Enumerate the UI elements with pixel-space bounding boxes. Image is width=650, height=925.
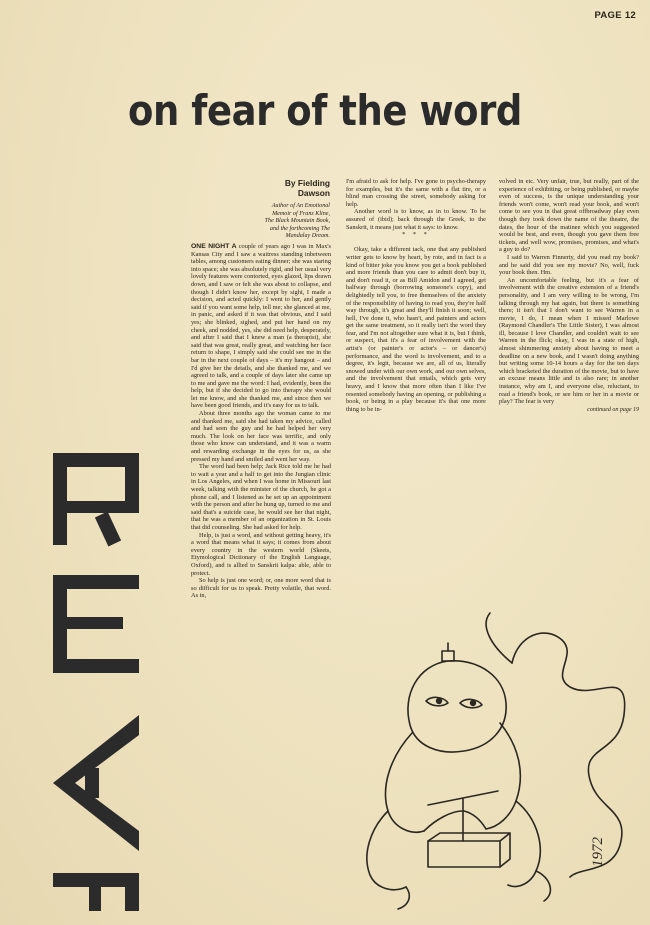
paragraph-text: couple of years ago I was in Max's Kansas City and I saw a waitress standing inbetween tables, among customers eating dinner; she was staring into space; she was absolutely rigid, and her usual very lovely features were contorted, eyes glazed, lips drawn down, and I saw or felt she was about to collapse, and though I didn't know her, except by sight, I made a decision, and acted quickly: I went to her, and gently said if you want some help, tell me; she glanced at me, in panic, and asked if it was that obvious, and I said yes; she blinked, sighed, and put her hand on my cheek, and nodded, yes, she did need help, desperately, and after I said that I knew a man (a therapist), she said that was great, really great, and watching her face return to shape, I simply said she could see me in the bar in the next couple of days – it's my hangout – and I'd give her the details, and she thanked me, and we agreed to talk, and a couple of days later she came up to me and gave me the word: I had, evidently, been the help, but if she decided to go into therapy she would let me know, and she thanked me, and since then we have been good friends, and it's easy for us to talk. xyxy=(191,243,331,410)
paragraph: I'm afraid to ask for help. I've gone to psycho-therapy for examples, but it's the same with a flat tire, or a blind man crossing the street, somebody asking for help. xyxy=(346,178,486,208)
bio-line: Author of An Emotional xyxy=(271,203,330,209)
fuse-wire xyxy=(512,633,625,877)
article-column-3 xyxy=(499,178,639,623)
article-column-1 xyxy=(191,243,331,903)
paragraph: The word had been help; Jack Rice told me he had to wait a year and a half to get into the Jungian clinic in Los Angeles, and when I was home in Missouri last week, talking with the minister of the church, he got a phone call, and I listened as he set up an appointment with the person and after he hung up, turned to me and said that's a suicide case, he would see her that night, that he was a member of an organization in St. Louis that did counseling. She had asked for help. xyxy=(191,463,331,531)
bio-line: and the forthcoming The xyxy=(269,225,330,232)
author-bio xyxy=(190,203,330,241)
paragraph: I said to Warren Finnerty, did you read my book? and he said did you see my movie? No, well, fuck your book then. Hm. xyxy=(499,253,639,277)
paragraph: Okay, take a different tack, one that any published writer gets to know by heart, by rote, and in fact is a kind of bitter joke you know you get a book published and more friends than you care to admit don't buy it, and don't read it, or as Bill Amidon and I agreed, get halfway through (borrowing someone's copy), and delightedly tell you, to free themselves of the anxiety of the responsibility of having to read you, they're half way through, it's great and they'll finish it soon; well, hell, I've done it, who hasn't, and painters and actors get the same treatment, so it really isn't the word they fear, and I'm not altogether sure what it is, but I think, or suspect, that it's a fear of involvement with the artist's (or painter's or actor's – or dancer's) performance, and the word is involvement, and to a degree, it's legit, because we are, all of us, literally snowed under with our own work, and our own selves, and the involvement that entails, which gets very heavy, and I know that more often than I like I've resented somebody having an opening, or publishing a book, or being in a play because it's that one more thing to be in- xyxy=(346,246,486,413)
byline: By Fielding Dawson xyxy=(284,178,330,198)
bio-line: Mandalay Dream. xyxy=(285,233,330,240)
artist-signature: 1972 xyxy=(590,837,606,867)
section-break: * * * xyxy=(402,231,430,239)
hooded-figure-with-plunger-illustration xyxy=(340,605,640,915)
continued-note: continued on page 19 xyxy=(587,406,639,413)
paragraph: Help, is just a word, and without getting heavy, it's a word that means what it says; it comes from about every country in the western world (Skeets, Etymological Dictionary of the English Language, Oxford), and is allied to Sanskrit kalpa: able, able to protect. xyxy=(191,531,331,577)
headline: on fear of the word xyxy=(128,86,522,135)
paragraph: volved in etc. Very unfair, true, but really, part of the experience of exhibiting, or being published, or maybe even of success, is the unique understanding your friends won't come, won't read your book, and won't come to see you in that great offbroadway play even though they took down the name of the theatre, the dates, the hour of the matinee which you suggested would be best, and even, though you gave them free tickets, and well wow, promises, promises, and what's a guy to do? xyxy=(499,178,639,254)
detonator-box xyxy=(428,841,500,867)
paragraph: So help is just one word; or, one more word that is so difficult for us to speak. Pretty volatile, that word. As in, xyxy=(191,577,331,600)
bio-line: The Black Mountain Book, xyxy=(264,218,330,225)
paragraph: About three months ago the woman came to me and thanked me, said she had taken my advice, called and had seen the guy and he had helped her very much. The look on her face was terrific, and only those who know can understand, and it was a warm and rewarding exchange in the eyes for us, as she pressed my hand and smiled and went her way. xyxy=(191,410,331,463)
article-column-2 xyxy=(346,178,486,678)
paragraph: Another word is to know, as in to know. To be assured of (ibid); back through the Greek, to the Sanskrit, it means just what it says: to know. xyxy=(346,208,486,231)
hood-shape xyxy=(408,661,506,752)
page-number: PAGE 12 xyxy=(594,10,636,21)
lead-in: ONE NIGHT A xyxy=(191,243,237,250)
bio-line: Memoir of Franz Kline, xyxy=(272,210,330,217)
paragraph xyxy=(191,243,331,410)
side-title-fear-graphic xyxy=(53,453,139,911)
paragraph: An uncomfortable feeling, but it's a fear of involvement with the creative extension of a friend's personality, and I am very willing to be wrong, I'm talking through my hat again, but there is something there; it isn't that I don't want to see Warren in a movie, I do, I mean when I missed Marlowe (Raymond Chandler's The Little Sister), I was almost ill, because I love Chandler, and couldn't wait to see Warren in the flick; okay, I was in a state of high, almost shimmering anxiety about having to meet a deadline on a new book, and I wasn't doing anything but writing some 10-14 hours a day for the ten days which bracketed the duration of the movie, but to have an excuse means little and is also rare; in another instance, why am I, and everyone else, reluctant, to read a friend's book, or see him or her in a movie or play? The fear is very xyxy=(499,276,639,406)
